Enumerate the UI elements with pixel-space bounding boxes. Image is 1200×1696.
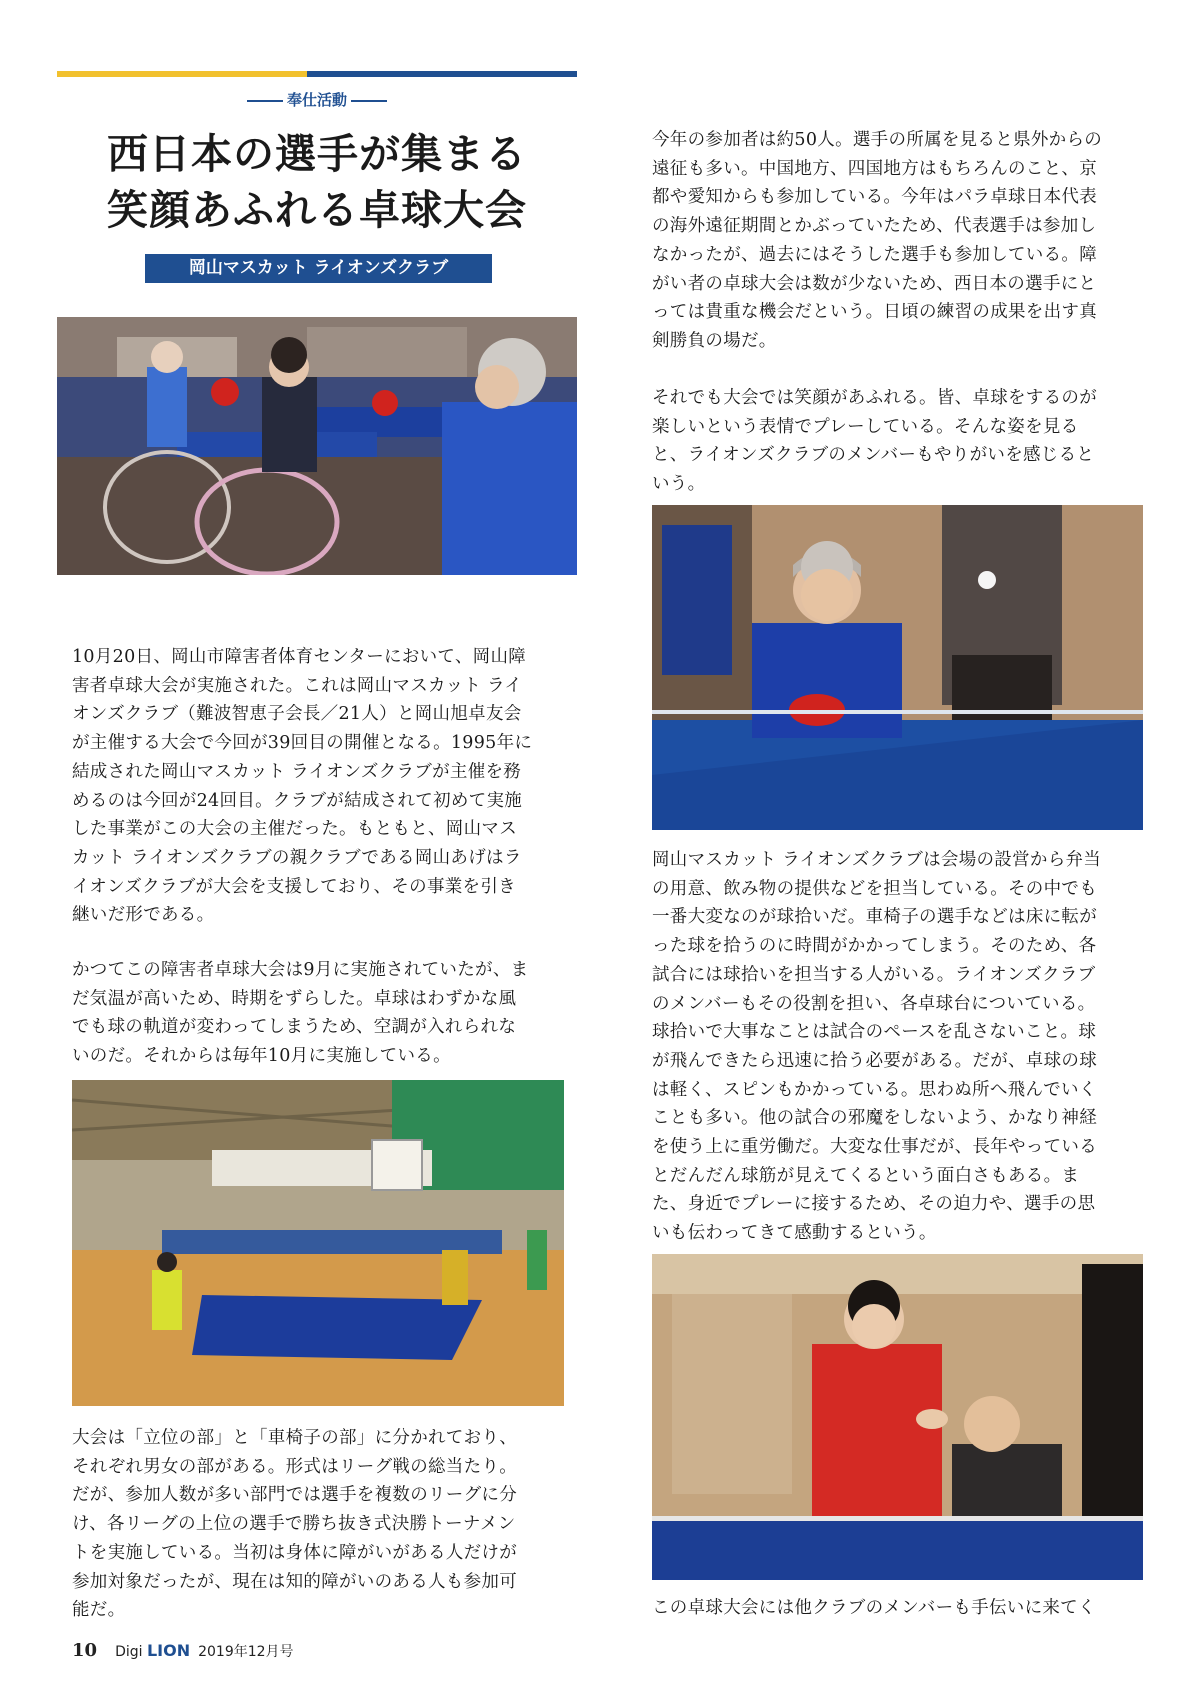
page-footer xyxy=(72,1640,294,1661)
page-number: 10 xyxy=(72,1640,98,1661)
right-para-4: この卓球大会には他クラブのメンバーも手伝いに来てく xyxy=(652,1598,1096,1618)
right-para-1: 今年の参加者は約50人。選手の所属を見ると県外からの 遠征も多い。中国地方、四国地方はもちろんのこと、京 都や愛知からも参加している。今年はパラ卓球日本代表 の海外遠征期間とかぶっていたため、代表選手は参加し なかったが、過去にはそうした選手も参加している。障 がい者の卓球大会は数が少ないため、西日本の選手にと っては貴重な機会だという。日頃の練習の成果を出す真 剣勝負の場だ。 xyxy=(652,130,1103,351)
right-para-3: 岡山マスカット ライオンズクラブは会場の設営から弁当 の用意、飲み物の提供などを担当している。その中でも 一番大変なのが球拾いだ。車椅子の選手などは床に転が った球を拾うのに時間がかかってしまう。そのため、各 試合には球拾いを担当する人がいる。ライオンズクラブ のメンバーもその役割を担い、各卓球台についている。 球拾いで大事なことは試合のペースを乱さないこと。球 が飛んできたら迅速に拾う必要がある。だが、卓球の球 は軽く、スピンもかかっている。思わぬ所へ飛んでいく ことも多い。他の試合の邪魔をしないよう、かなり神経 を使う上に重労働だ。大変な仕事だが、長年やっている とだんだん球筋が見えてくるという面白さもある。ま た、身近でプレーに接するため、その迫力や、選手の思 いも伝わってきて感動するという。 xyxy=(652,850,1102,1244)
accent-bar-yellow xyxy=(57,71,307,77)
category-rule-right xyxy=(351,100,387,102)
title-line-2: 笑顔あふれる卓球大会 xyxy=(107,186,527,234)
left-para-2: かつてこの障害者卓球大会は9月に実施されていたが、ま だ気温が高いため、時期をずらした。卓球はわずかな風 でも球の軌道が変わってしまうため、空調が入れられな いのだ。それからは毎年10月に実施している。 xyxy=(72,960,529,1067)
article-title xyxy=(57,126,577,238)
category-label xyxy=(57,89,577,110)
wheelchair-players-photo xyxy=(57,317,577,575)
category-text: 奉仕活動 xyxy=(286,91,347,109)
title-line-1: 西日本の選手が集まる xyxy=(107,130,527,178)
magazine-lion-logo: LION xyxy=(146,1641,191,1660)
smiling-player-photo xyxy=(652,505,1143,830)
left-para-1: 10月20日、岡山市障害者体育センターにおいて、岡山障 害者卓球大会が実施された。これは岡山マスカット ライ オンズクラブ（難波智恵子会長／21人）と岡山旭卓友会 が主催する大会で今回が39回目の開催となる。1995年に 結成された岡山マスカット ライオンズクラブが主催を務 めるのは今回が24回目。クラブが結成されて初めて実施 した事業がこの大会の主催だった。もともと、岡山マス カット ライオンズクラブの親クラブである岡山あげはラ イオンズクラブが大会を支援しており、その事業を引き 継いだ形である。 xyxy=(72,647,533,926)
gym-tournament-photo xyxy=(72,1080,564,1406)
header-accent-bar xyxy=(57,71,577,77)
right-para-2: それでも大会では笑顔があふれる。皆、卓球をするのが 楽しいという表情でプレーしている。そんな姿を見る と、ライオンズクラブのメンバーもやりがいを感じると いう。 xyxy=(652,388,1097,495)
ball-handover-photo xyxy=(652,1254,1143,1580)
category-rule-left xyxy=(247,100,283,102)
club-name-banner: 岡山マスカット ライオンズクラブ xyxy=(145,254,492,283)
left-para-3: 大会は「立位の部」と「車椅子の部」に分かれており、 それぞれ男女の部がある。形式はリーグ戦の総当たり。 だが、参加人数が多い部門では選手を複数のリーグに分 け、各リーグの上位の選手で勝ち抜き式決勝トーナメン トを実施している。当初は身体に障がいがある人だけが 参加対象だったが、現在は知的障がいのある人も参加可 能だ。 xyxy=(72,1428,517,1621)
magazine-digi: Digi xyxy=(115,1644,143,1660)
accent-bar-blue xyxy=(307,71,577,77)
issue-date: 2019年12月号 xyxy=(198,1644,294,1660)
